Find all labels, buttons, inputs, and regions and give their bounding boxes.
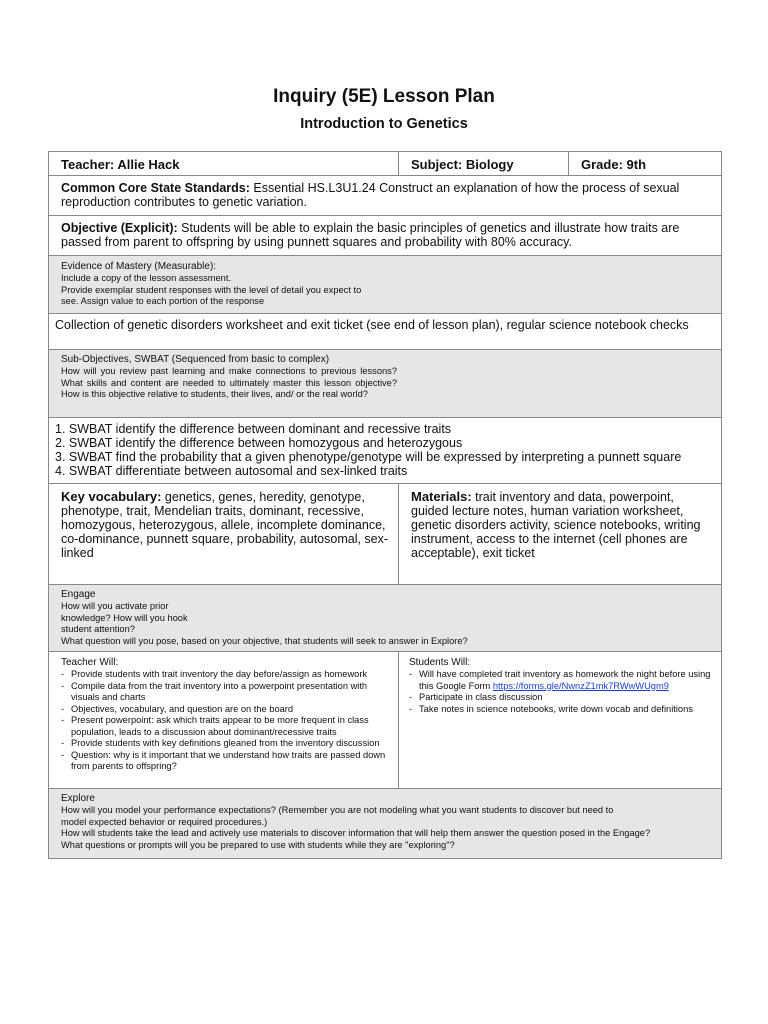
subobjectives-list-row [49, 418, 722, 484]
students-will-item: - Take notes in science notebooks, write down vocab and definitions [409, 704, 717, 716]
engage-line: What question will you pose, based on your objective, that students will seek to answer in Explore? [61, 635, 468, 646]
explore-line: How will you model your performance expectations? (Remember you are not modeling what you want students to discover but need to [61, 805, 614, 815]
subobjectives-cell [49, 350, 722, 418]
students-will-item: - Participate in class discussion [409, 692, 717, 704]
vocab-materials-row [49, 484, 722, 585]
subject-label: Subject: Biology [411, 157, 514, 172]
engage-row [49, 585, 722, 652]
students-will-list [409, 669, 717, 715]
subobjective-item: 1. SWBAT identify the difference between dominant and recessive traits [55, 422, 452, 436]
info-row [49, 152, 722, 176]
explore-line: model expected behavior or required procedures.) [61, 816, 268, 827]
students-will-cell [399, 652, 722, 789]
materials-text: trait inventory and data, powerpoint, guided lecture notes, human variation worksheet, genetic disorders activity, science notebooks, writing instrument, access to the internet (cell phones are acceptable), exit ticket [411, 490, 701, 560]
teacher-label: Teacher: Allie Hack [61, 157, 180, 172]
document-subtitle: Introduction to Genetics [300, 116, 468, 132]
engage-line: knowledge? How will you hook [61, 612, 188, 623]
teacher-will-list [61, 669, 392, 773]
students-will-item-text: Will have completed trait inventory as homework the night before using this Google Form [419, 669, 711, 691]
objective-label: Objective (Explicit): [61, 221, 178, 235]
subobjectives-row [49, 350, 722, 418]
teacher-will-cell [49, 652, 399, 789]
evidence-line: Provide exemplar student responses with the level of detail you expect to [61, 284, 362, 295]
teacher-will-item: - Compile data from the trait inventory into a powerpoint presentation with visuals and charts [61, 681, 392, 704]
teacher-will-item: - Provide students with key definitions gleaned from the inventory discussion [61, 738, 392, 750]
teacher-will-item: - Objectives, vocabulary, and question are on the board [61, 704, 392, 716]
objective-text: Students will be able to explain the basic principles of genetics and illustrate how traits are passed from parent to offspring by using punnett squares and probability with 80% accuracy. [61, 221, 680, 249]
teacher-will-item: - Provide students with trait inventory the day before/assign as homework [61, 669, 392, 681]
teacher-student-row [49, 652, 722, 789]
grade-label: Grade: 9th [581, 157, 647, 172]
students-will-heading: Students Will: [409, 657, 471, 668]
objective-cell [49, 216, 722, 256]
explore-line: How will students take the lead and actively use materials to discover information that will help them answer the question posed in the Engage? [61, 828, 651, 838]
engage-line: How will you activate prior [61, 601, 169, 611]
subobjectives-list-cell [49, 418, 722, 484]
evidence-answer-cell [49, 314, 722, 350]
explore-cell [49, 789, 722, 859]
explore-row [49, 789, 722, 859]
vocab-label: Key vocabulary: [61, 489, 162, 504]
evidence-answer: Collection of genetic disorders worksheet and exit ticket (see end of lesson plan), regular science notebook checks [55, 318, 689, 332]
document-title: Inquiry (5E) Lesson Plan [273, 86, 495, 107]
subobjectives-heading: Sub-Objectives, SWBAT (Sequenced from basic to complex) [61, 354, 330, 365]
explore-line: What questions or prompts will you be prepared to use with students while they are "exploring"? [61, 839, 455, 850]
standards-label: Common Core State Standards: [61, 181, 250, 195]
teacher-cell [49, 152, 399, 176]
materials-cell [399, 484, 722, 585]
subobjective-item: 4. SWBAT differentiate between autosomal and sex-linked traits [55, 464, 408, 478]
evidence-line: see. Assign value to each portion of the response [61, 296, 265, 306]
teacher-will-item: - Question: why is it important that we understand how traits are passed down from parents to offspring? [61, 750, 392, 773]
subobjective-item: 3. SWBAT find the probability that a given phenotype/genotype will be expressed by interpreting a punnett square [55, 450, 682, 464]
engage-cell [49, 585, 722, 652]
lesson-plan-table [48, 151, 722, 859]
vocab-text: genetics, genes, heredity, genotype, phenotype, trait, Mendelian traits, dominant, recessive, homozygous, heterozygous, allele, incomplete dominance, co-dominance, punnett square, probability, autosomal, sex-linked [61, 490, 389, 560]
subject-cell [399, 152, 569, 176]
standards-text: Essential HS.L3U1.24 Construct an explanation of how the process of sexual reproduction contributes to genetic variation. [61, 181, 680, 209]
teacher-will-item: - Present powerpoint: ask which traits appear to be more frequent in class population, leads to a discussion about dominant/recessive traits [61, 715, 392, 738]
objective-row [49, 216, 722, 256]
google-form-link[interactable]: https://forms.gle/NwnzZ1mk7RWwWUgm9 [492, 680, 669, 691]
vocab-cell [49, 484, 399, 585]
evidence-row [49, 256, 722, 314]
students-will-item [409, 669, 717, 692]
standards-row [49, 176, 722, 216]
engage-heading: Engage [61, 589, 96, 600]
standards-cell [49, 176, 722, 216]
engage-line: student attention? [61, 624, 135, 634]
subobjective-item: 2. SWBAT identify the difference between homozygous and heterozygous [55, 436, 463, 450]
evidence-heading: Evidence of Mastery (Measurable): [61, 261, 217, 272]
explore-heading: Explore [61, 793, 95, 804]
evidence-line: Include a copy of the lesson assessment. [61, 273, 232, 283]
subobjectives-prompt: How will you review past learning and make connections to previous lessons? What skills and content are needed to ultimately master this lesson objective? How is this objective relative to students, their lives, and/ or the real world? [61, 366, 397, 399]
materials-label: Materials: [411, 489, 472, 504]
grade-cell [569, 152, 722, 176]
evidence-cell [49, 256, 722, 314]
evidence-answer-row [49, 314, 722, 350]
teacher-will-heading: Teacher Will: [61, 657, 119, 668]
